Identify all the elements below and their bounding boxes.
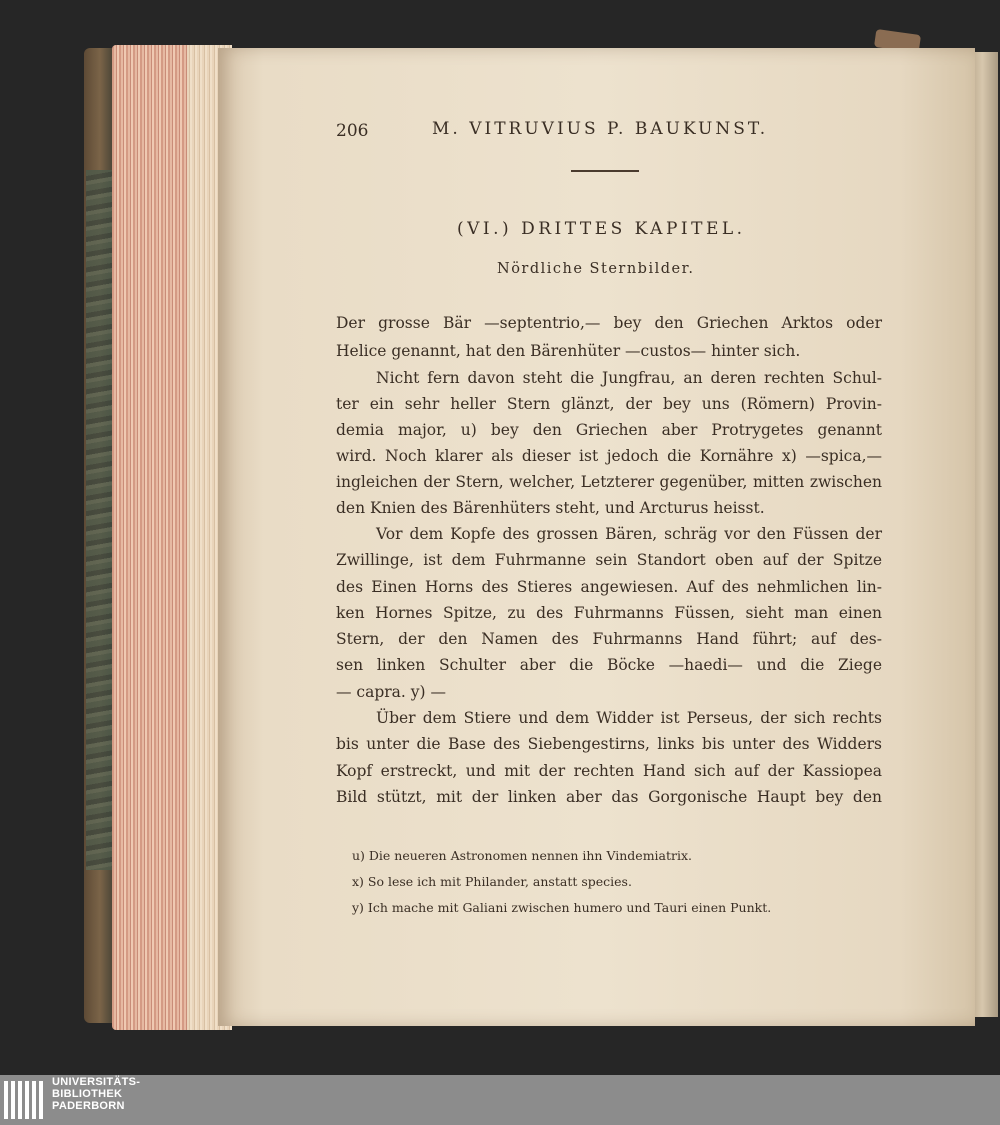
header-rule xyxy=(571,170,639,172)
body-line: Über dem Stiere und dem Widder ist Perseus, der sich rechts xyxy=(376,709,882,727)
body-line: Der grosse Bär —septentrio,— bey den Griechen Arktos oder xyxy=(336,314,882,332)
logo-line-1: UNIVERSITÄTS- xyxy=(52,1076,141,1088)
body-line: Helice genannt, hat den Bärenhüter —custos— hinter sich. xyxy=(336,342,801,360)
body-line: Kopf erstreckt, und mit der rechten Hand sich auf der Kassiopea xyxy=(336,762,882,780)
body-line: Nicht fern davon steht die Jungfrau, an deren rechten Schul- xyxy=(376,369,882,387)
running-head: M. VITRUVIUS P. BAUKUNST. xyxy=(432,119,769,139)
library-footer-bar xyxy=(0,1075,1000,1125)
library-logo-text xyxy=(52,1076,140,1112)
footnote: y) Ich mache mit Galiani zwischen humero und Tauri einen Punkt. xyxy=(352,900,772,915)
body-line: Vor dem Kopfe des grossen Bären, schräg vor den Füssen der xyxy=(376,525,882,543)
body-line: Bild stützt, mit der linken aber das Gorgonische Haupt bey den xyxy=(336,788,882,806)
body-line: ken Hornes Spitze, zu des Fuhrmanns Füssen, sieht man einen xyxy=(336,604,882,622)
body-line: des Einen Horns des Stieres angewiesen. Auf des nehmlichen lin- xyxy=(336,578,882,596)
library-logo-icon xyxy=(2,1079,46,1121)
body-line: sen linken Schulter aber die Böcke —haedi— und die Ziege xyxy=(336,656,882,674)
logo-line-3: PADERBORN xyxy=(52,1100,125,1112)
page-block-edges xyxy=(112,45,232,1030)
body-line: bis unter die Base des Siebengestirns, links bis unter des Widders xyxy=(336,735,882,753)
body-line: ter ein sehr heller Stern glänzt, der bey uns (Römern) Provin- xyxy=(336,395,882,413)
body-line: den Knien des Bärenhüters steht, und Arcturus heisst. xyxy=(336,499,765,517)
chapter-subtitle: Nördliche Sternbilder. xyxy=(497,261,695,277)
footnote: x) So lese ich mit Philander, anstatt species. xyxy=(352,874,632,889)
body-line: demia major, u) bey den Griechen aber Protrygetes genannt xyxy=(336,421,882,439)
footnote: u) Die neueren Astronomen nennen ihn Vindemiatrix. xyxy=(352,848,693,863)
chapter-title: (VI.) DRITTES KAPITEL. xyxy=(457,219,746,239)
body-line: ingleichen der Stern, welcher, Letzterer gegenüber, mitten zwischen xyxy=(336,473,882,491)
body-line: Stern, der den Namen des Fuhrmanns Hand führt; auf des- xyxy=(336,630,882,648)
right-page-edge xyxy=(972,52,998,1017)
page-number: 206 xyxy=(336,121,369,141)
body-line: — capra. y) — xyxy=(336,683,447,701)
body-line: Zwillinge, ist dem Fuhrmanne sein Standort oben auf der Spitze xyxy=(336,551,882,569)
body-line: wird. Noch klarer als dieser ist jedoch die Kornähre x) —spica,— xyxy=(336,447,882,465)
logo-line-2: BIBLIOTHEK xyxy=(52,1088,123,1100)
